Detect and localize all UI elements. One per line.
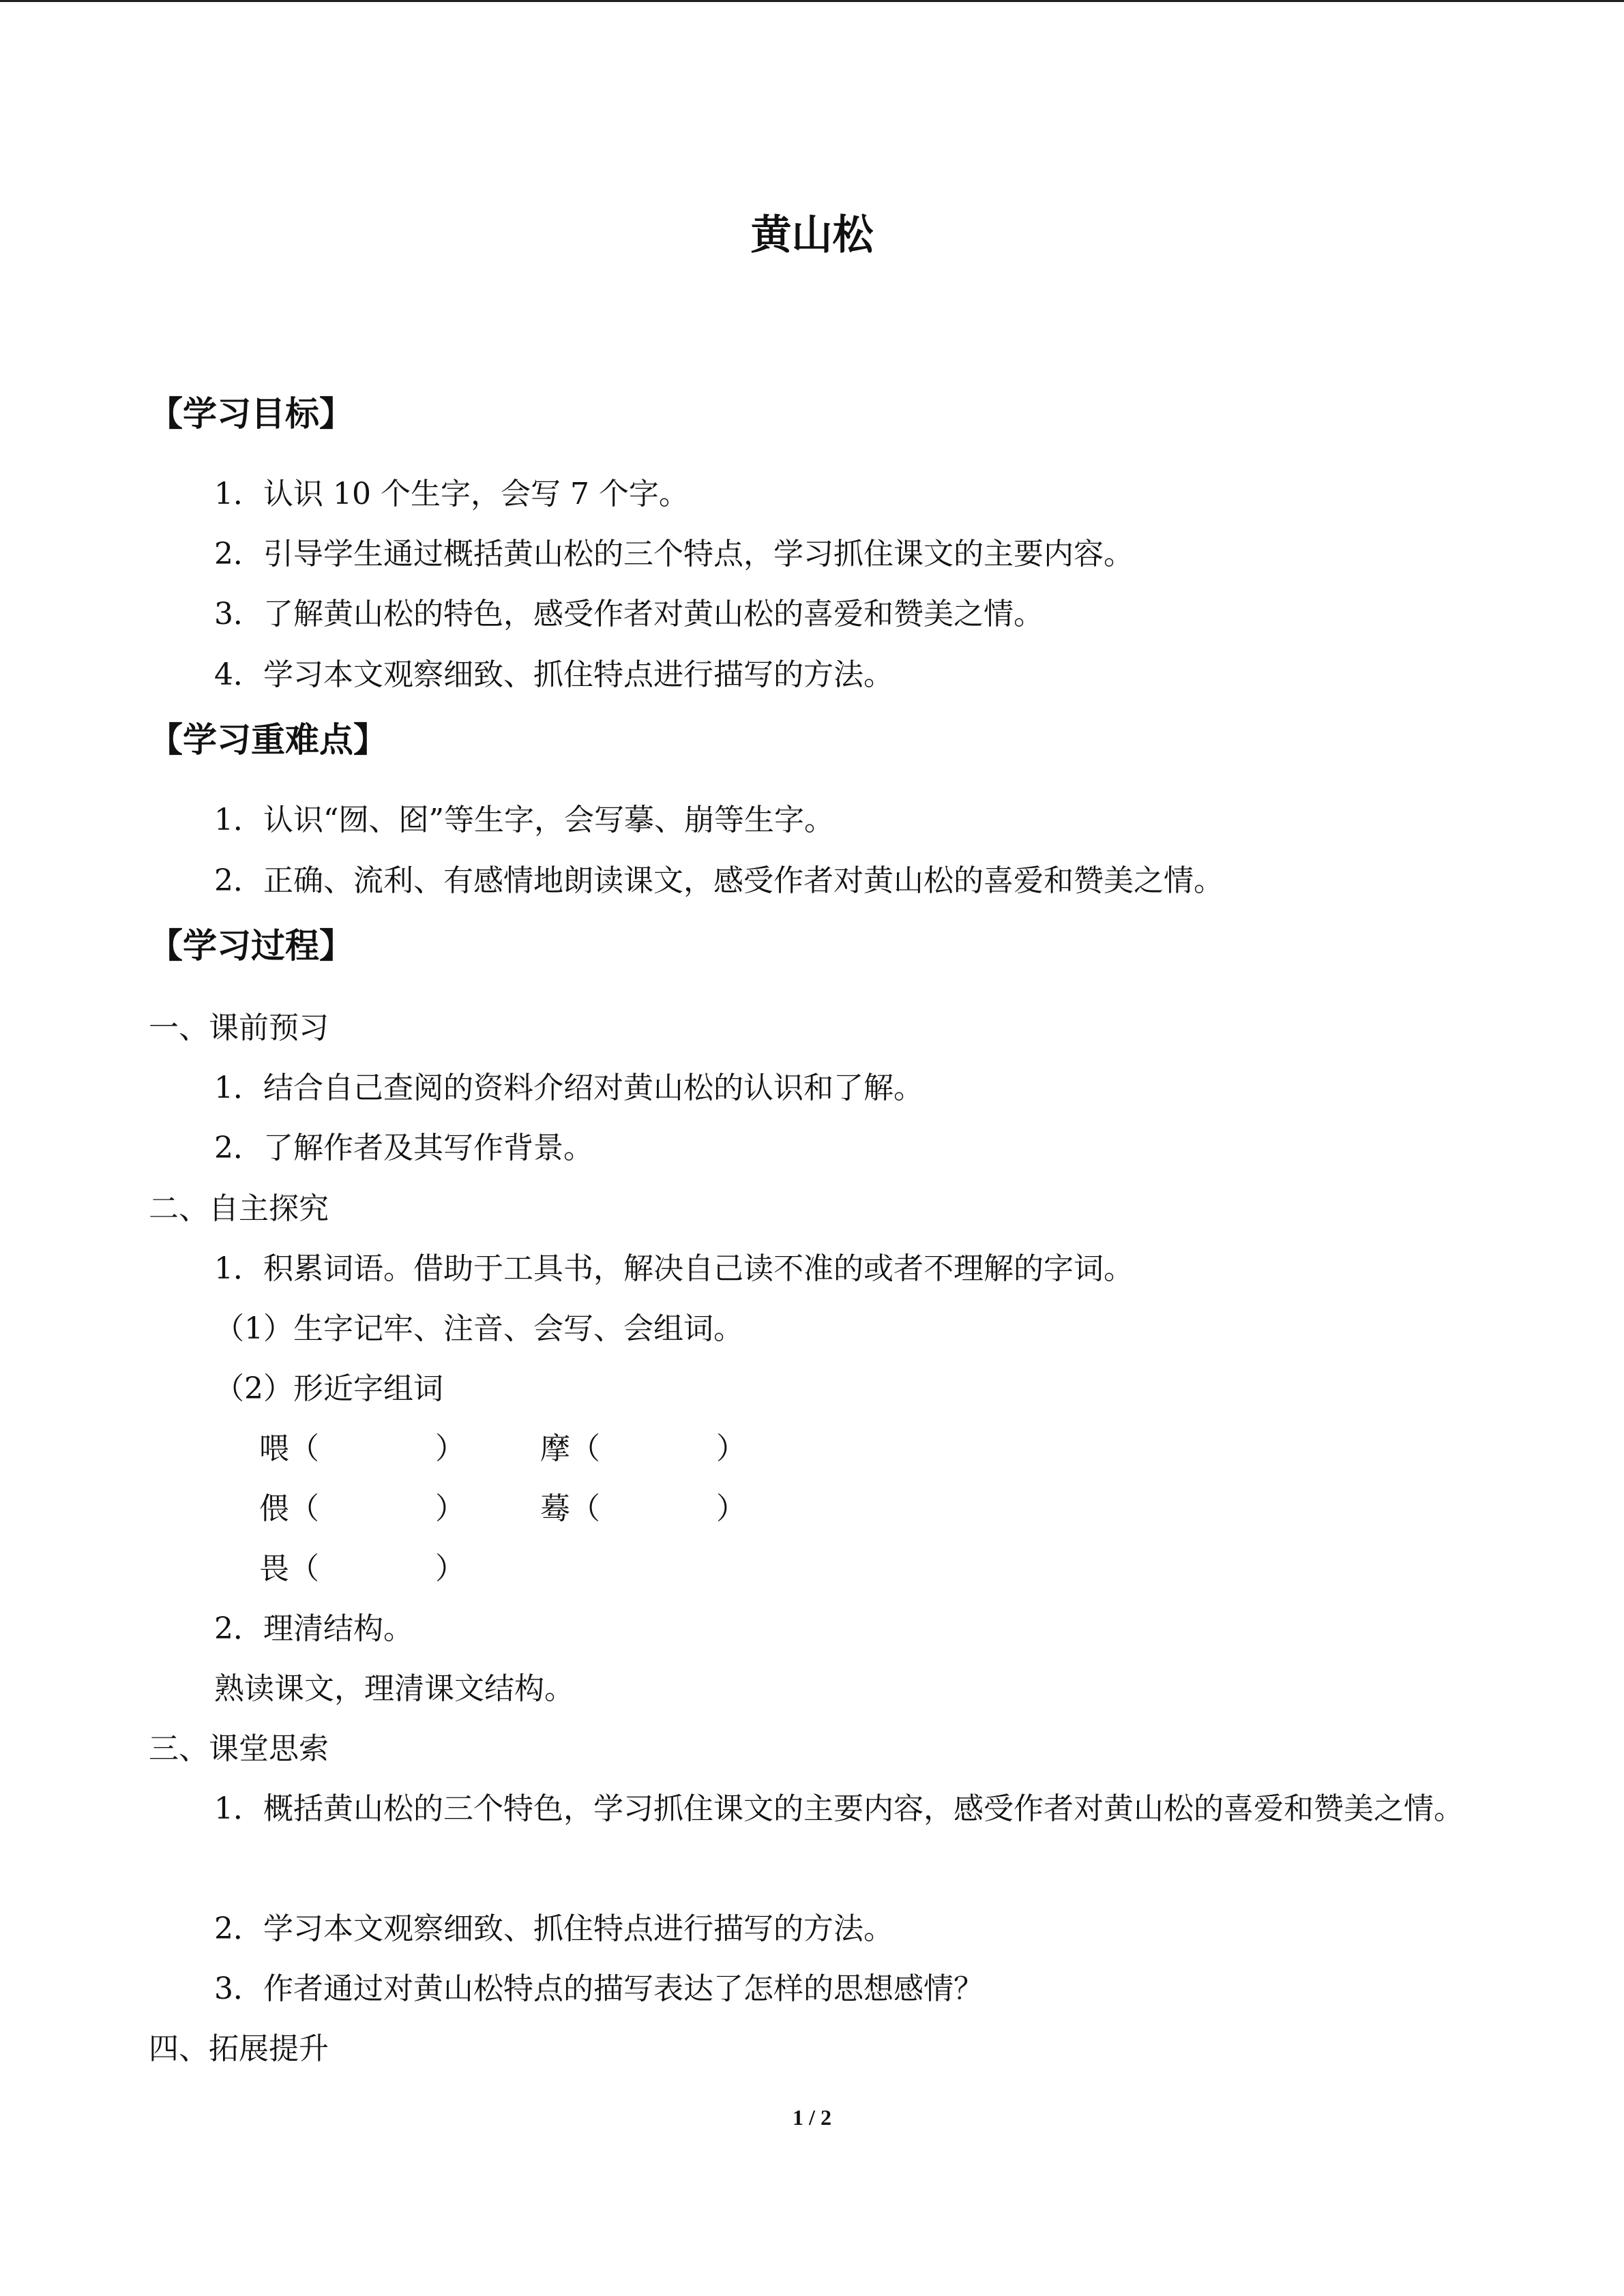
keypoint-item-2: 2．正确、流利、有感情地朗读课文，感受作者对黄山松的喜爱和赞美之情。 — [214, 863, 1224, 898]
think-item-3: 3．作者通过对黄山松特点的描写表达了怎样的思想感情？ — [214, 1971, 984, 2006]
goal-item-3: 3．了解黄山松的特色，感受作者对黄山松的喜爱和赞美之情。 — [214, 597, 1044, 631]
preview-item-2: 2．了解作者及其写作背景。 — [214, 1131, 593, 1165]
part-title-think: 三、课堂思索 — [149, 1731, 329, 1766]
word-row-1 — [259, 1429, 746, 1470]
word-wei2-label: 偎（ — [259, 1491, 319, 1526]
explore-sub-2: （2）形近字组词 — [214, 1371, 443, 1406]
word-mo-close: ） — [716, 1431, 746, 1466]
explore-item-1: 1．积累词语。借助于工具书，解决自己读不准的或者不理解的字词。 — [214, 1251, 1134, 1286]
word-row-2 — [259, 1489, 746, 1530]
explore-item-2-text: 熟读课文，理清课文结构。 — [214, 1671, 574, 1706]
goal-item-2: 2．引导学生通过概括黄山松的三个特点，学习抓住课文的主要内容。 — [214, 537, 1134, 571]
word-wei3-close: ） — [435, 1551, 465, 1586]
word-mo2-label: 蓦（ — [540, 1491, 600, 1526]
word-wei3-label: 畏（ — [259, 1551, 319, 1586]
keypoint-item-1: 1．认识“囫、囵”等生字，会写摹、崩等生字。 — [214, 803, 834, 837]
preview-item-1: 1．结合自己查阅的资料介绍对黄山松的认识和了解。 — [214, 1071, 924, 1105]
word-wei-label: 喂（ — [259, 1431, 319, 1466]
part-title-preview: 一、课前预习 — [149, 1011, 329, 1045]
part-title-extend: 四、拓展提升 — [149, 2031, 329, 2066]
section-heading-keypoints: 【学习重难点】 — [149, 720, 387, 760]
word-mo-label: 摩（ — [540, 1431, 600, 1466]
section-heading-goals: 【学习目标】 — [149, 394, 353, 434]
word-mo2-close: ） — [716, 1491, 746, 1526]
page-number: 1 / 2 — [793, 2105, 831, 2130]
think-item-2: 2．学习本文观察细致、抓住特点进行描写的方法。 — [214, 1911, 894, 1946]
explore-sub-1: （1）生字记牢、注音、会写、会组词。 — [214, 1311, 743, 1346]
part-title-explore: 二、自主探究 — [149, 1191, 329, 1226]
word-wei-close: ） — [435, 1431, 465, 1466]
section-heading-process: 【学习过程】 — [149, 926, 353, 966]
page-title: 黄山松 — [750, 211, 874, 259]
word-row-3 — [259, 1549, 465, 1590]
word-wei2-close: ） — [435, 1491, 465, 1526]
goal-item-1: 1．认识 10 个生字，会写 7 个字。 — [214, 477, 689, 511]
think-item-1: 1．概括黄山松的三个特色，学习抓住课文的主要内容，感受作者对黄山松的喜爱和赞美之情。 — [214, 1791, 1464, 1826]
goal-item-4: 4．学习本文观察细致、抓住特点进行描写的方法。 — [214, 657, 894, 692]
explore-item-2: 2．理清结构。 — [214, 1611, 413, 1646]
